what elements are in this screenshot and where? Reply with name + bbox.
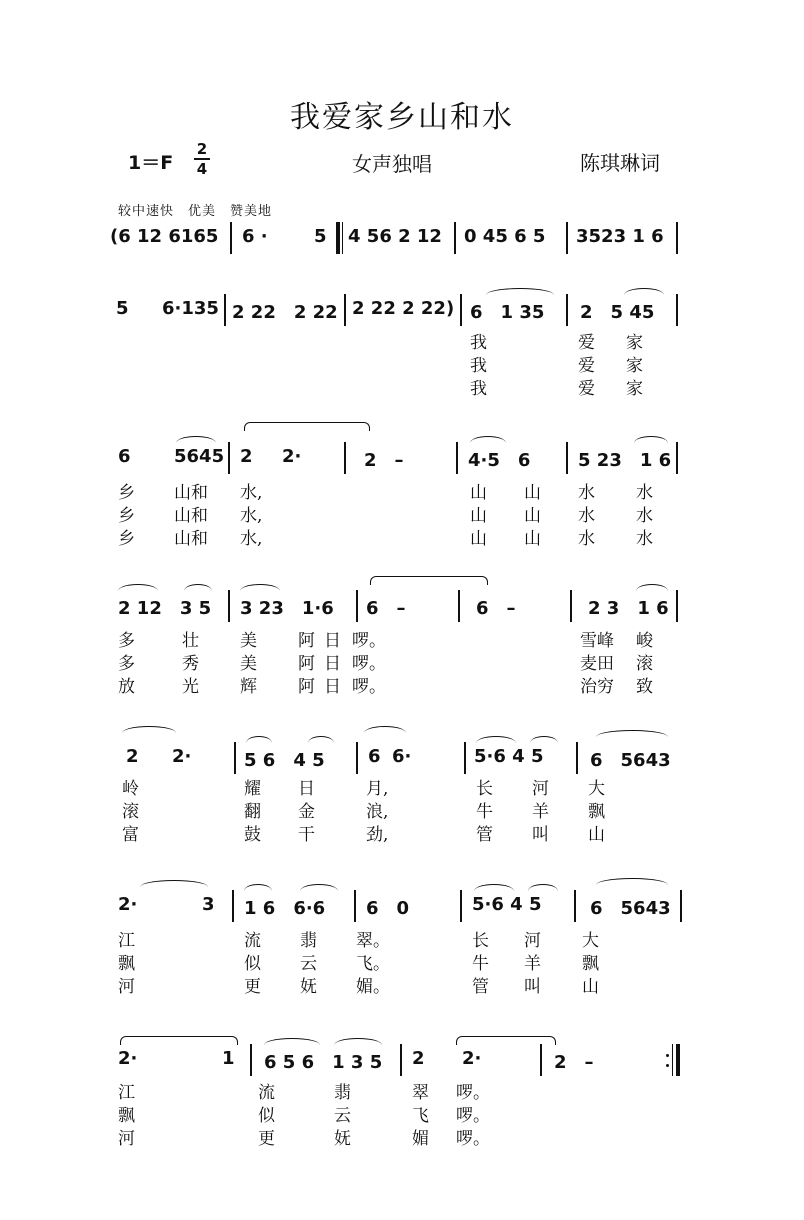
- lyric-verse-1: 流: [244, 931, 261, 951]
- notes-segment: 2·: [172, 746, 192, 767]
- notes-segment: 2: [126, 746, 139, 767]
- lyric-verse-3: 水,: [240, 529, 263, 549]
- lyric-verse-1: 日: [298, 779, 315, 799]
- lyric-verse-3: 乡: [118, 529, 135, 549]
- lyric-verse-1: 我: [470, 333, 487, 353]
- lyric-verse-3: 媚: [412, 1129, 429, 1149]
- bar-line: [454, 222, 456, 254]
- lyric-verse-3: 山和: [174, 529, 208, 549]
- bar-line: [676, 294, 678, 326]
- lyric-verse-3: 阿: [298, 677, 315, 697]
- notes-segment: 6: [118, 446, 131, 467]
- notes-segment: 5 23 1 6: [578, 450, 672, 471]
- lyric-verse-1: 啰。: [352, 631, 386, 651]
- notes-segment: 2 –: [364, 450, 404, 471]
- lyric-verse-1: 山: [524, 483, 541, 503]
- lyric-verse-1: 峻: [636, 631, 653, 651]
- bar-line: [356, 742, 358, 774]
- lyric-verse-1: 乡: [118, 483, 135, 503]
- lyric-verse-3: 富: [122, 825, 139, 845]
- lyric-verse-3: 山: [524, 529, 541, 549]
- lyric-verse-2: 秀: [182, 654, 199, 674]
- notes-segment: 2: [412, 1048, 425, 1069]
- bar-line: [676, 442, 678, 474]
- lyric-verse-3: 妩: [334, 1129, 351, 1149]
- bar-line: [230, 222, 232, 254]
- lyric-verse-3: 更: [258, 1129, 275, 1149]
- lyric-verse-3: 山: [582, 977, 599, 997]
- lyric-verse-3: 管: [476, 825, 493, 845]
- lyric-verse-3: 干: [298, 825, 315, 845]
- bar-line: [464, 742, 466, 774]
- notes-segment: 2·: [118, 1048, 138, 1069]
- lyric-verse-1: 翠: [412, 1083, 429, 1103]
- lyric-verse-1: 长: [472, 931, 489, 951]
- notes-segment: 2 5 45: [580, 302, 655, 323]
- lyric-verse-2: 啰。: [352, 654, 386, 674]
- notes-segment: 6 1 35: [470, 302, 545, 323]
- notes-segment: 2·: [118, 894, 138, 915]
- lyric-verse-1: 美: [240, 631, 257, 651]
- lyric-verse-2: 羊: [524, 954, 541, 974]
- lyric-verse-3: 叫: [524, 977, 541, 997]
- notes-segment: 2·: [462, 1048, 482, 1069]
- lyric-verse-2: 滚: [636, 654, 653, 674]
- slur: [486, 288, 554, 295]
- lyric-verse-1: 河: [524, 931, 541, 951]
- slur: [300, 884, 338, 891]
- bar-line: [250, 1044, 252, 1076]
- lyric-verse-3: 我: [470, 379, 487, 399]
- notes-segment: 6 –: [366, 598, 406, 619]
- repeat-dot: [666, 1054, 669, 1057]
- notes-segment: 6·135: [162, 298, 219, 319]
- lyric-verse-1: 水,: [240, 483, 263, 503]
- lyric-verse-1: 江: [118, 931, 135, 951]
- lyric-verse-1: 山和: [174, 483, 208, 503]
- lyric-verse-1: 河: [532, 779, 549, 799]
- lyric-verse-2: 飞。: [356, 954, 390, 974]
- lyric-verse-3: 爱: [578, 379, 595, 399]
- lyric-verse-1: 大: [582, 931, 599, 951]
- notes-segment: 0 45 6 5: [464, 226, 546, 247]
- tie-bracket: [244, 422, 370, 431]
- notes-segment: 5645: [174, 446, 225, 467]
- bar-line: [676, 590, 678, 622]
- lyric-verse-1: 大: [588, 779, 605, 799]
- tie-bracket: [370, 576, 488, 585]
- lyric-verse-1: 翡: [300, 931, 317, 951]
- time-numerator: 2: [196, 140, 208, 158]
- lyric-verse-1: 翠。: [356, 931, 390, 951]
- lyric-verse-1: 水: [578, 483, 595, 503]
- notes-segment: 3 23 1·6: [240, 598, 334, 619]
- notes-segment: 6 0: [366, 898, 410, 919]
- lyric-verse-3: 鼓: [244, 825, 261, 845]
- slur: [122, 726, 176, 733]
- notes-segment: 2 –: [554, 1052, 594, 1073]
- lyric-verse-3: 治穷: [580, 677, 614, 697]
- slur: [140, 880, 208, 887]
- lyric-verse-3: 水: [578, 529, 595, 549]
- slur: [530, 736, 558, 743]
- lyric-verse-3: 山: [588, 825, 605, 845]
- lyric-verse-2: 山和: [174, 506, 208, 526]
- slur: [244, 884, 272, 891]
- lyric-verse-2: 我: [470, 356, 487, 376]
- lyric-verse-2: 啰。: [456, 1106, 490, 1126]
- bar-line: [354, 890, 356, 922]
- lyric-verse-2: 麦田: [580, 654, 614, 674]
- lyric-verse-2: 牛: [472, 954, 489, 974]
- lyric-verse-2: 爱: [578, 356, 595, 376]
- notes-segment: 6·: [392, 746, 412, 767]
- lyric-verse-3: 妩: [300, 977, 317, 997]
- bar-line: [356, 590, 358, 622]
- notes-segment: 2 3 1 6: [588, 598, 669, 619]
- notes-segment: 6 5643: [590, 898, 671, 919]
- slur: [470, 436, 506, 443]
- lyric-verse-2: 日: [324, 654, 341, 674]
- slur: [334, 1038, 382, 1045]
- lyric-verse-2: 羊: [532, 802, 549, 822]
- notes-segment: 5: [314, 226, 327, 247]
- lyric-verse-3: 更: [244, 977, 261, 997]
- notes-segment: 2·: [282, 446, 302, 467]
- lyric-verse-2: 飘: [588, 802, 605, 822]
- notes-segment: 3: [202, 894, 215, 915]
- bar-line: [458, 590, 460, 622]
- lyric-verse-3: 河: [118, 977, 135, 997]
- bar-line: [460, 294, 462, 326]
- lyric-verse-3: 河: [118, 1129, 135, 1149]
- notes-segment: 2 12 3 5: [118, 598, 212, 619]
- slur: [118, 584, 158, 591]
- bar-line: [680, 890, 682, 922]
- lyric-verse-2: 飘: [582, 954, 599, 974]
- lyric-verse-3: 山: [470, 529, 487, 549]
- bar-line: [456, 442, 458, 474]
- slur: [634, 436, 668, 443]
- lyric-verse-2: 云: [334, 1106, 351, 1126]
- lyric-verse-2: 翻: [244, 802, 261, 822]
- bar-line: [224, 294, 226, 326]
- lyric-verse-2: 牛: [476, 802, 493, 822]
- lyric-verse-3: 放: [118, 677, 135, 697]
- lyric-verse-3: 管: [472, 977, 489, 997]
- bar-line: [540, 1044, 542, 1076]
- performer-label: 女声独唱: [352, 152, 432, 176]
- lyric-verse-2: 山: [470, 506, 487, 526]
- lyric-verse-1: 多: [118, 631, 135, 651]
- lyric-verse-1: 江: [118, 1083, 135, 1103]
- notes-segment: 6 ·: [242, 226, 268, 247]
- slur: [176, 436, 216, 443]
- lyric-verse-3: 水: [636, 529, 653, 549]
- bar-line: [566, 294, 568, 326]
- lyric-verse-3: 劲,: [366, 825, 389, 845]
- slur: [184, 584, 212, 591]
- slur: [596, 730, 668, 737]
- lyric-verse-3: 啰。: [456, 1129, 490, 1149]
- notes-segment: 5 6 4 5: [244, 750, 325, 771]
- notes-segment: (6 12 6165: [110, 226, 219, 247]
- lyric-verse-2: 飞: [412, 1106, 429, 1126]
- bar-line: [232, 890, 234, 922]
- lyric-verse-2: 水,: [240, 506, 263, 526]
- lyric-verse-1: 啰。: [456, 1083, 490, 1103]
- bar-line: [234, 742, 236, 774]
- repeat-dot: [666, 1064, 669, 1067]
- lyric-verse-1: 家: [626, 333, 643, 353]
- lyric-verse-2: 金: [298, 802, 315, 822]
- bar-line: [460, 890, 462, 922]
- lyric-verse-1: 水: [636, 483, 653, 503]
- bar-line: [676, 222, 678, 254]
- lyric-verse-2: 山: [524, 506, 541, 526]
- bar-line: [570, 590, 572, 622]
- lyric-verse-2: 飘: [118, 954, 135, 974]
- lyric-verse-3: 致: [636, 677, 653, 697]
- bar-line: [228, 442, 230, 474]
- lyric-verse-2: 多: [118, 654, 135, 674]
- notes-segment: 6: [368, 746, 381, 767]
- lyric-verse-1: 雪峰: [580, 631, 614, 651]
- lyric-verse-1: 日: [324, 631, 341, 651]
- lyric-verse-3: 家: [626, 379, 643, 399]
- lyric-verse-1: 爱: [578, 333, 595, 353]
- end-repeat-bar-thin: [672, 1044, 673, 1076]
- lyric-verse-3: 日: [324, 677, 341, 697]
- notes-segment: 4·5 6: [468, 450, 531, 471]
- repeat-bar-line: [336, 222, 340, 254]
- lyricist-label: 陈琪琳词: [580, 151, 660, 175]
- notes-segment: 1 6 6·6: [244, 898, 326, 919]
- slur: [364, 726, 406, 733]
- notes-segment: 5·6 4 5: [472, 894, 542, 915]
- notes-segment: 6 5 6 1 3 5: [264, 1052, 383, 1073]
- lyric-verse-2: 浪,: [366, 802, 389, 822]
- notes-segment: 1: [222, 1048, 235, 1069]
- lyric-verse-1: 翡: [334, 1083, 351, 1103]
- lyric-verse-1: 山: [470, 483, 487, 503]
- lyric-verse-2: 乡: [118, 506, 135, 526]
- slur: [308, 736, 334, 743]
- notes-segment: 2 22 2 22): [352, 298, 455, 319]
- lyric-verse-2: 水: [636, 506, 653, 526]
- repeat-bar-line-thin: [342, 222, 343, 254]
- key-signature: 1＝F: [128, 152, 174, 174]
- time-signature: [194, 141, 210, 177]
- bar-line: [566, 442, 568, 474]
- bar-line: [566, 222, 568, 254]
- slur: [624, 288, 664, 295]
- lyric-verse-3: 辉: [240, 677, 257, 697]
- notes-segment: 3523 1 6: [576, 226, 664, 247]
- slur: [476, 736, 516, 743]
- lyric-verse-2: 阿: [298, 654, 315, 674]
- slur: [246, 736, 272, 743]
- slur: [636, 584, 668, 591]
- notes-segment: 2 22 2 22: [232, 302, 338, 323]
- lyric-verse-2: 云: [300, 954, 317, 974]
- end-repeat-bar-thick: [676, 1044, 680, 1076]
- slur: [264, 1038, 320, 1045]
- notes-segment: 5: [116, 298, 129, 319]
- slur: [596, 878, 668, 885]
- lyric-verse-2: 滚: [122, 802, 139, 822]
- slur: [474, 884, 514, 891]
- lyric-verse-3: 光: [182, 677, 199, 697]
- lyric-verse-1: 岭: [122, 779, 139, 799]
- bar-line: [576, 742, 578, 774]
- lyric-verse-2: 美: [240, 654, 257, 674]
- time-denominator: 4: [196, 160, 208, 178]
- lyric-verse-3: 媚。: [356, 977, 390, 997]
- lyric-verse-1: 壮: [182, 631, 199, 651]
- lyric-verse-2: 家: [626, 356, 643, 376]
- notes-segment: 6 5643: [590, 750, 671, 771]
- lyric-verse-1: 月,: [366, 779, 389, 799]
- slur: [240, 584, 280, 591]
- notes-segment: 6 –: [476, 598, 516, 619]
- notes-segment: 4 56 2 12: [348, 226, 442, 247]
- lyric-verse-1: 流: [258, 1083, 275, 1103]
- tie-bracket: [120, 1036, 238, 1045]
- tempo-marking: 较中速快 优美 赞美地: [118, 204, 273, 219]
- bar-line: [400, 1044, 402, 1076]
- bar-line: [344, 442, 346, 474]
- notes-segment: 5·6 4 5: [474, 746, 544, 767]
- lyric-verse-2: 飘: [118, 1106, 135, 1126]
- lyric-verse-1: 长: [476, 779, 493, 799]
- bar-line: [228, 590, 230, 622]
- bar-line: [344, 294, 346, 326]
- lyric-verse-3: 叫: [532, 825, 549, 845]
- slur: [528, 884, 558, 891]
- lyric-verse-2: 似: [258, 1106, 275, 1126]
- notes-segment: 2: [240, 446, 253, 467]
- song-title: 我爱家乡山和水: [290, 100, 514, 135]
- lyric-verse-1: 阿: [298, 631, 315, 651]
- lyric-verse-2: 似: [244, 954, 261, 974]
- lyric-verse-3: 啰。: [352, 677, 386, 697]
- bar-line: [574, 890, 576, 922]
- lyric-verse-1: 耀: [244, 779, 261, 799]
- lyric-verse-2: 水: [578, 506, 595, 526]
